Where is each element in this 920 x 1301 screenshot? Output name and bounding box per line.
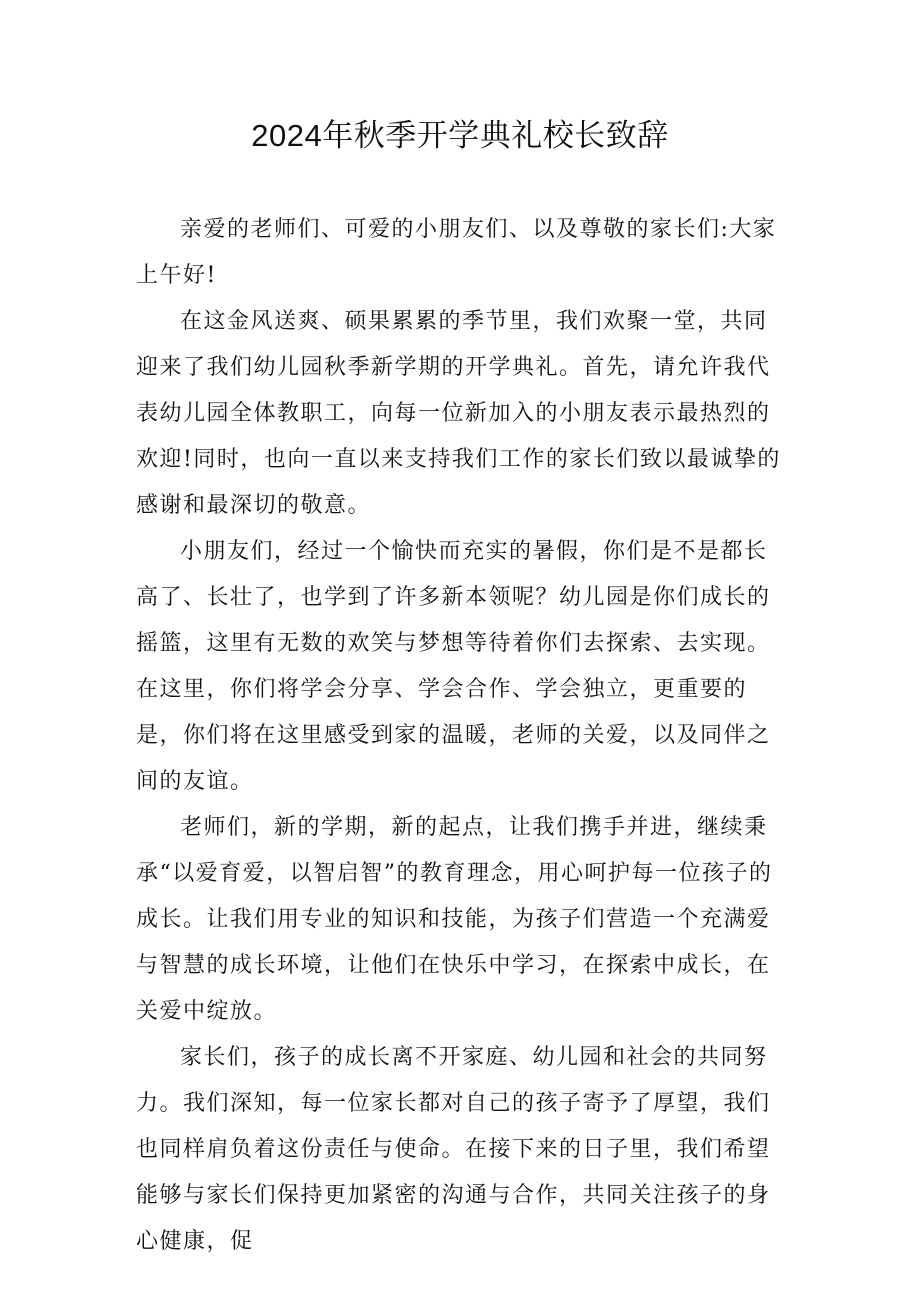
document-body [136, 207, 786, 1265]
paragraph-parents: 家长们，孩子的成长离不开家庭、幼儿园和社会的共同努力。我们深知，每一位家长都对自己的孩子寄予了厚望，我们也同样肩负着这份责任与使命。在接下来的日子里，我们希望能够与家长们保持更加紧密的沟通与合作，共同关注孩子的身心健康，促 [136, 1045, 771, 1254]
paragraph-teachers: 老师们，新的学期，新的起点，让我们携手并进，继续秉承“以爱育爱，以智启智”的教育理念，用心呵护每一位孩子的成长。让我们用专业的知识和技能，为孩子们营造一个充满爱与智慧的成长环境，让他们在快乐中学习，在探索中成长，在关爱中绽放。 [136, 815, 773, 1024]
document-title: 2024年秋季开学典礼校长致辞 [251, 118, 669, 153]
paragraph-children: 小朋友们，经过一个愉快而充实的暑假，你们是不是都长高了、长壮了，也学到了许多新本领呢？幼儿园是你们成长的摇篮，这里有无数的欢笑与梦想等待着你们去探索、去实现。在这里，你们将学会分享、学会合作、学会独立，更重要的是，你们将在这里感受到家的温暖，老师的关爱，以及同伴之间的友谊。 [136, 539, 771, 794]
paragraph-greeting: 亲爱的老师们、可爱的小朋友们、以及尊敬的家长们:大家上午好! [136, 217, 777, 288]
paragraph-welcome: 在这金风送爽、硕果累累的季节里，我们欢聚一堂，共同迎来了我们幼儿园秋季新学期的开学典礼。首先，请允许我代表幼儿园全体教职工，向每一位新加入的小朋友表示最热烈的欢迎!同时，也向一直以来支持我们工作的家长们致以最诚挚的感谢和最深切的敬意。 [136, 309, 781, 518]
